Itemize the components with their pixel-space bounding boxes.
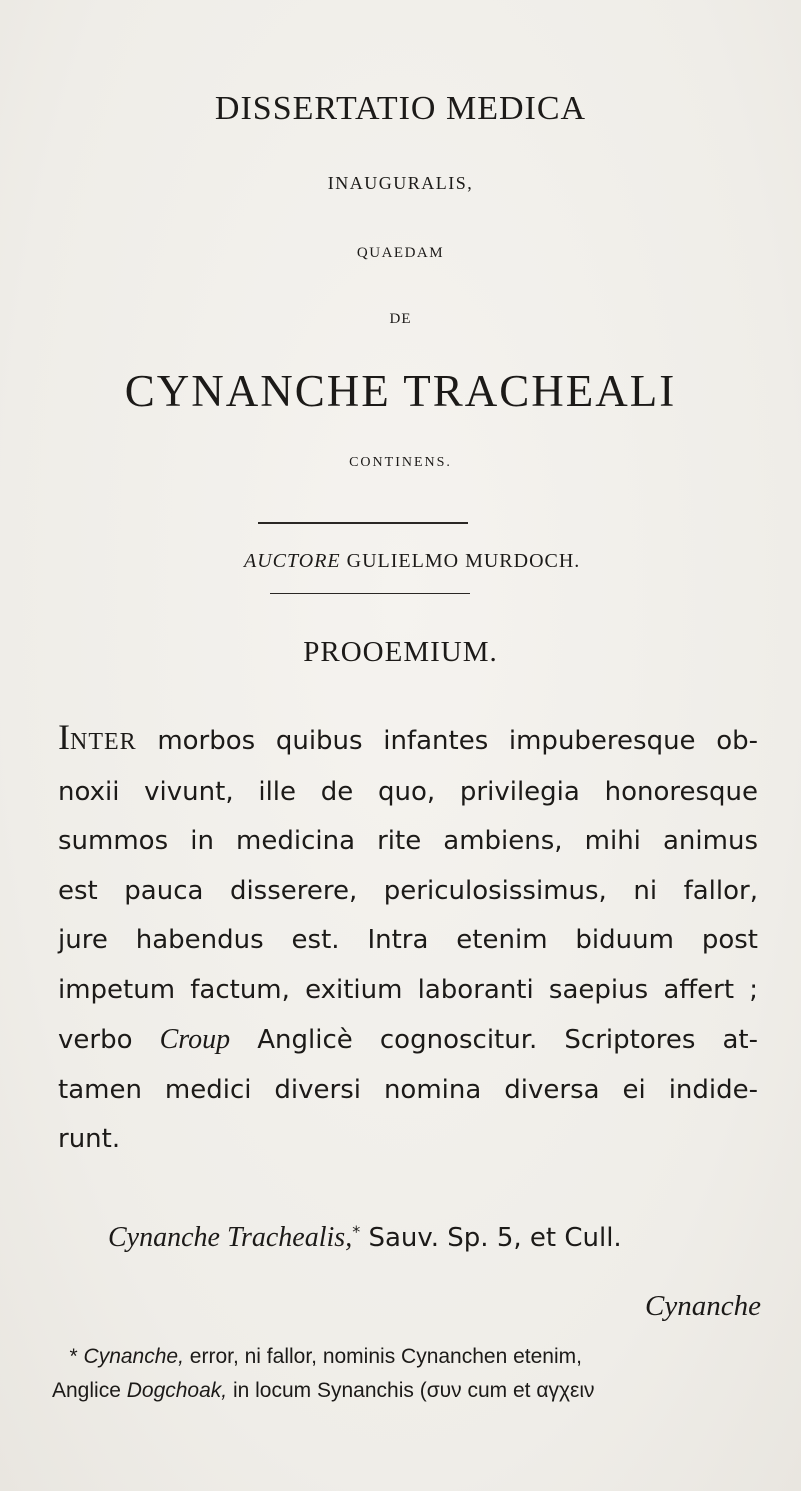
author-name: GULIELMO MURDOCH.	[346, 550, 581, 572]
small-caps-word: NTER	[70, 729, 137, 755]
title-line-continens: CONTINENS.	[349, 455, 452, 470]
paragraph-line: tamen medici diversi nomina diversa ei indide-	[58, 1074, 758, 1105]
title-line-de: DE	[389, 311, 412, 327]
paragraph-line: runt.	[58, 1124, 121, 1154]
line-7-pre: verbo	[58, 1025, 160, 1055]
croup-italic: Croup	[159, 1024, 231, 1055]
nosology-name: Cynanche Trachealis,	[108, 1222, 353, 1253]
line-7-post: Anglicè cognoscitur. Scriptores at-	[230, 1025, 759, 1055]
body-paragraph	[58, 713, 758, 1165]
footnote-text: in locum Synanchis (συν cum et αγχειν	[227, 1379, 595, 1402]
bottom-rule	[270, 593, 470, 594]
nosology-rest: Sauv. Sp. 5, et Cull.	[360, 1223, 622, 1253]
footnote-mark: *	[352, 1222, 361, 1241]
footnote	[52, 1340, 764, 1408]
title-line-dissertatio: DISSERTATIO MEDICA	[214, 90, 587, 127]
paragraph-line-text: morbos quibus infantes impuberesque ob-	[136, 726, 758, 756]
title-line-inauguralis: INAUGURALIS,	[327, 173, 474, 193]
nosology-line	[108, 1222, 768, 1254]
section-heading: PROOEMIUM.	[303, 636, 498, 668]
footnote-text: error, ni fallor, nominis Cynanchen etenim,	[183, 1345, 582, 1368]
paragraph-line: impetum factum, exitium laboranti saepius affert ;	[58, 974, 758, 1005]
title-line-quaedam: QUAEDAM	[356, 245, 445, 261]
footnote-text: Anglice	[52, 1379, 127, 1402]
footnote-italic: Dogchoak,	[126, 1379, 228, 1402]
author-prefix: AUCTORE	[244, 550, 341, 572]
paragraph-line: summos in medicina rite ambiens, mihi animus	[58, 826, 758, 856]
paragraph-line	[58, 1015, 758, 1066]
footnote-italic: Cynanche,	[83, 1345, 184, 1368]
paragraph-line: noxii vivunt, ille de quo, privilegia honoresque	[58, 776, 758, 807]
footnote-mark: *	[69, 1345, 84, 1368]
footnote-line	[52, 1340, 764, 1374]
paragraph-line	[58, 713, 758, 768]
catchword: Cynanche	[645, 1290, 761, 1322]
drop-cap: I	[58, 717, 70, 757]
title-line-main: CYNANCHE TRACHEALI	[124, 366, 677, 416]
paragraph-line: jure habendus est. Intra etenim biduum post	[58, 925, 758, 955]
author-line	[244, 550, 580, 573]
footnote-line	[52, 1374, 764, 1408]
top-rule	[258, 522, 468, 524]
paragraph-line: est pauca disserere, periculosissimus, ni fallor,	[58, 875, 758, 906]
